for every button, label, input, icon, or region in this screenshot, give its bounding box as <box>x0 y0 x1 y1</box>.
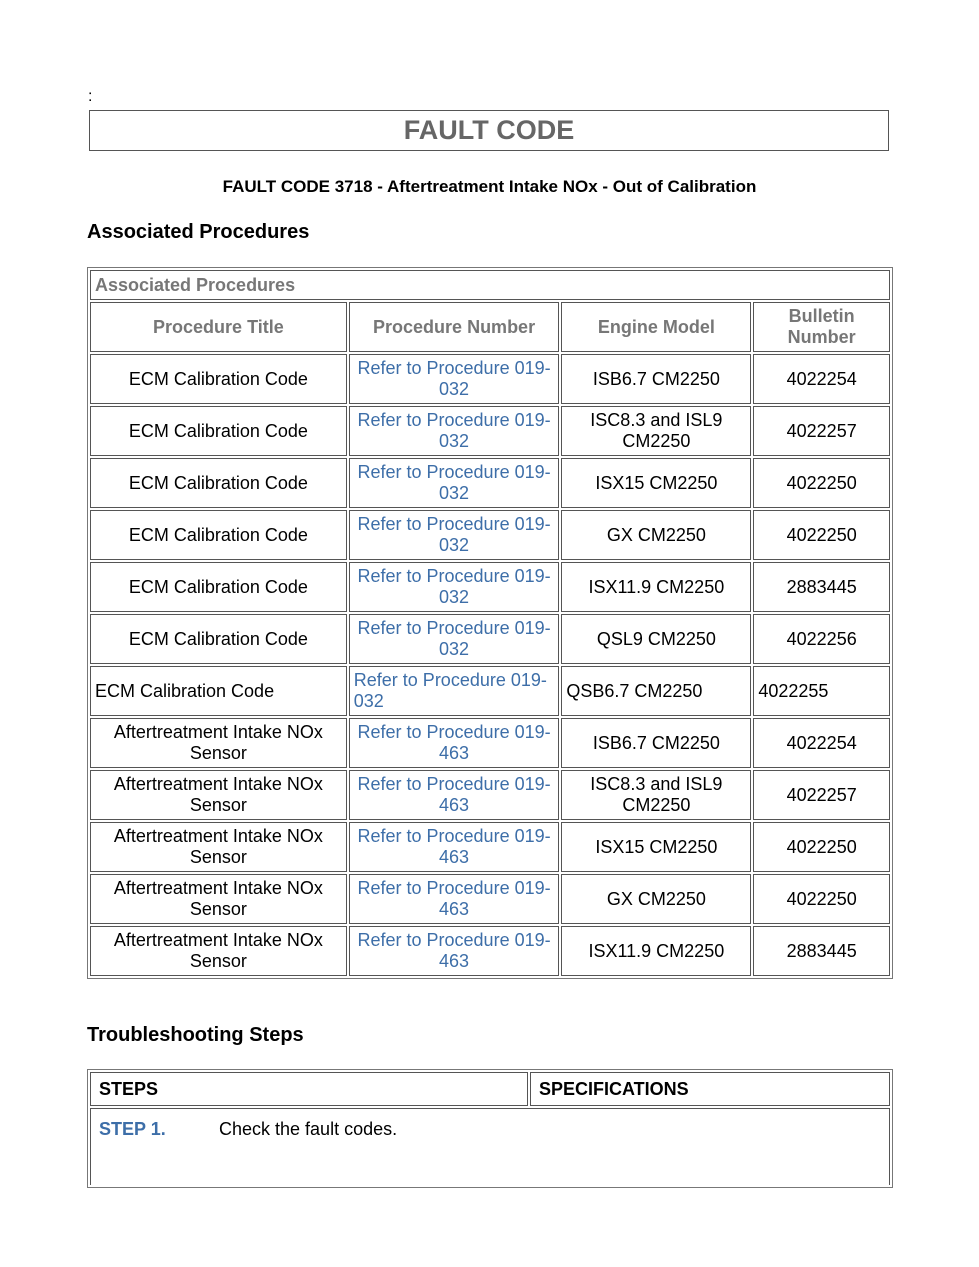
engine-model-cell: GX CM2250 <box>561 510 751 560</box>
procedure-link[interactable]: Refer to Procedure 019-032 <box>349 614 560 664</box>
table-caption: Associated Procedures <box>90 270 890 300</box>
page-banner: FAULT CODE <box>89 110 889 151</box>
bulletin-number-cell: 4022254 <box>753 718 890 768</box>
procedure-link[interactable]: Refer to Procedure 019-463 <box>349 926 560 976</box>
column-header-engine-model: Engine Model <box>561 302 751 352</box>
associated-procedures-table <box>87 267 893 979</box>
column-header-procedure-number: Procedure Number <box>349 302 560 352</box>
bulletin-number-cell: 4022255 <box>753 666 890 716</box>
procedure-link[interactable]: Refer to Procedure 019-032 <box>349 354 560 404</box>
bulletin-number-cell: 4022250 <box>753 458 890 508</box>
engine-model-cell: GX CM2250 <box>561 874 751 924</box>
procedure-link[interactable]: Refer to Procedure 019-032 <box>349 510 560 560</box>
table-row <box>90 874 890 924</box>
table-row <box>90 718 890 768</box>
procedure-link[interactable]: Refer to Procedure 019-463 <box>349 822 560 872</box>
procedure-title-cell: ECM Calibration Code <box>90 510 347 560</box>
step-1-link[interactable]: STEP 1. <box>99 1119 166 1139</box>
bulletin-number-cell: 4022257 <box>753 770 890 820</box>
bulletin-number-cell: 2883445 <box>753 562 890 612</box>
procedure-title-cell: ECM Calibration Code <box>90 666 347 716</box>
procedure-link[interactable]: Refer to Procedure 019-463 <box>349 874 560 924</box>
procedure-link[interactable]: Refer to Procedure 019-032 <box>349 562 560 612</box>
engine-model-cell: ISX15 CM2250 <box>561 822 751 872</box>
engine-model-cell: ISB6.7 CM2250 <box>561 354 751 404</box>
procedure-title-cell: ECM Calibration Code <box>90 406 347 456</box>
engine-model-cell: ISC8.3 and ISL9 CM2250 <box>561 770 751 820</box>
table-row <box>90 562 890 612</box>
procedure-title-cell: ECM Calibration Code <box>90 562 347 612</box>
procedure-title-cell: Aftertreatment Intake NOx Sensor <box>90 822 347 872</box>
procedure-title-cell: Aftertreatment Intake NOx Sensor <box>90 770 347 820</box>
engine-model-cell: QSL9 CM2250 <box>561 614 751 664</box>
engine-model-cell: ISX11.9 CM2250 <box>561 926 751 976</box>
engine-model-cell: ISC8.3 and ISL9 CM2250 <box>561 406 751 456</box>
bulletin-number-cell: 4022257 <box>753 406 890 456</box>
procedure-title-cell: ECM Calibration Code <box>90 458 347 508</box>
column-header-bulletin-number: Bulletin Number <box>753 302 890 352</box>
table-row <box>90 770 890 820</box>
table-row <box>90 666 890 716</box>
table-row <box>90 406 890 456</box>
procedure-title-cell: Aftertreatment Intake NOx Sensor <box>90 718 347 768</box>
bulletin-number-cell: 4022250 <box>753 510 890 560</box>
engine-model-cell: ISX15 CM2250 <box>561 458 751 508</box>
procedure-title-cell: ECM Calibration Code <box>90 614 347 664</box>
table-row <box>90 510 890 560</box>
procedure-link[interactable]: Refer to Procedure 019-463 <box>349 718 560 768</box>
procedure-title-cell: Aftertreatment Intake NOx Sensor <box>90 926 347 976</box>
step-1-row <box>90 1108 890 1185</box>
engine-model-cell: ISB6.7 CM2250 <box>561 718 751 768</box>
bulletin-number-cell: 4022250 <box>753 822 890 872</box>
bulletin-number-cell: 4022254 <box>753 354 890 404</box>
troubleshooting-table <box>87 1069 893 1188</box>
procedure-title-cell: ECM Calibration Code <box>90 354 347 404</box>
bulletin-number-cell: 4022256 <box>753 614 890 664</box>
bulletin-number-cell: 2883445 <box>753 926 890 976</box>
table-row <box>90 822 890 872</box>
fault-code-title: FAULT CODE 3718 - Aftertreatment Intake NOx - Out of Calibration <box>222 177 757 196</box>
procedure-link[interactable]: Refer to Procedure 019-463 <box>349 770 560 820</box>
column-header-steps: STEPS <box>90 1072 528 1106</box>
procedure-link[interactable]: Refer to Procedure 019-032 <box>349 406 560 456</box>
step-1-text: Check the fault codes. <box>219 1119 398 1139</box>
column-header-specifications: SPECIFICATIONS <box>530 1072 890 1106</box>
table-row <box>90 614 890 664</box>
procedure-link[interactable]: Refer to Procedure 019-032 <box>349 666 560 716</box>
procedure-link[interactable]: Refer to Procedure 019-032 <box>349 458 560 508</box>
table-row <box>90 458 890 508</box>
procedure-title-cell: Aftertreatment Intake NOx Sensor <box>90 874 347 924</box>
table-row <box>90 926 890 976</box>
leading-colon: : <box>88 88 93 105</box>
engine-model-cell: QSB6.7 CM2250 <box>561 666 751 716</box>
column-header-procedure-title: Procedure Title <box>90 302 347 352</box>
engine-model-cell: ISX11.9 CM2250 <box>561 562 751 612</box>
troubleshooting-steps-heading: Troubleshooting Steps <box>87 1024 304 1046</box>
associated-procedures-heading: Associated Procedures <box>87 221 310 243</box>
table-row <box>90 354 890 404</box>
bulletin-number-cell: 4022250 <box>753 874 890 924</box>
